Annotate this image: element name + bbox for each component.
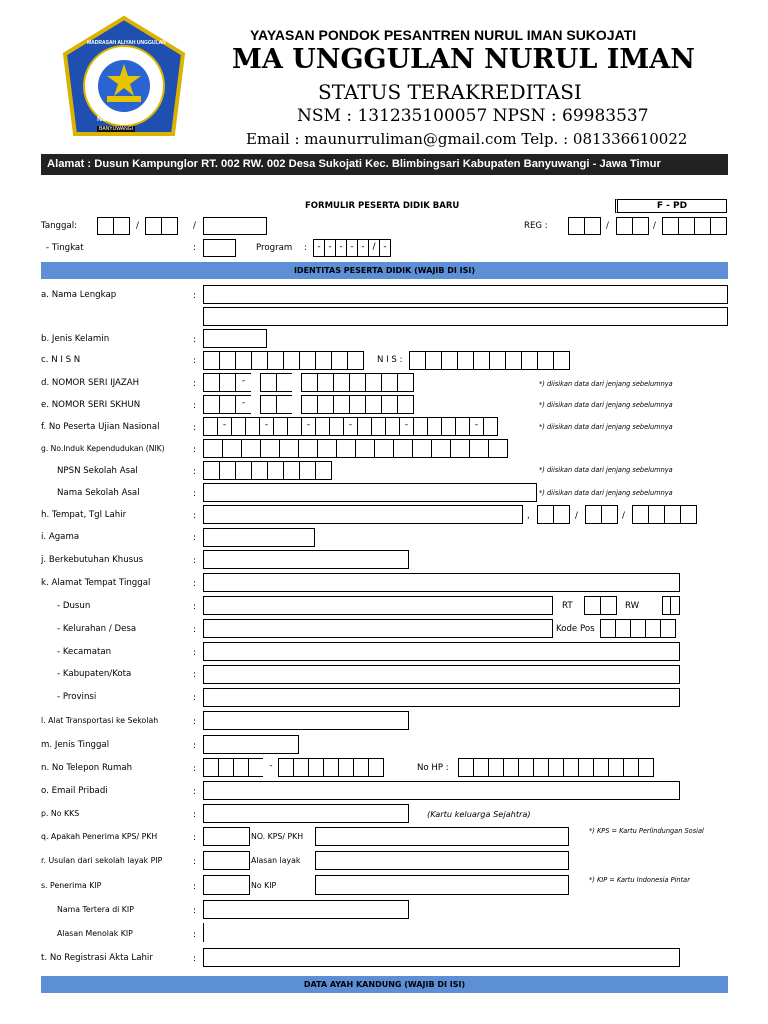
kabupaten-label: - Kabupaten/Kota (57, 669, 132, 679)
email-input[interactable] (203, 781, 680, 800)
kip-tolak-label: Alasan Menolak KIP (57, 929, 133, 938)
address-bar (41, 154, 728, 175)
kelurahan-label: - Kelurahan / Desa (57, 624, 137, 634)
form-code-text: F - PD (656, 201, 688, 211)
kodepos-label: Kode Pos (556, 624, 595, 634)
school-name: MA UNGGULAN NURUL IMAN (232, 44, 695, 75)
un-dash: - (217, 417, 232, 436)
colon: : (193, 954, 197, 964)
agama-label: i. Agama (41, 532, 80, 542)
khusus-input[interactable] (203, 550, 409, 569)
logo-text-mid: NURULIMAN (97, 116, 140, 123)
slash: / (653, 221, 656, 231)
colon: : (193, 670, 197, 680)
tanggal-month[interactable] (145, 217, 177, 235)
khusus-label: j. Berkebutuhan Khusus (41, 555, 144, 565)
colon: : (193, 243, 197, 253)
kks-input[interactable] (203, 804, 409, 823)
rt-input[interactable] (584, 596, 616, 615)
skhun-label: e. NOMOR SERI SKHUN (41, 400, 141, 410)
sekolah-note: *) diisikan data dari jenjang sebelumnya (539, 489, 673, 497)
transport-label: l. Alat Transportasi ke Sekolah (41, 716, 159, 725)
alasan-layak-input[interactable] (315, 851, 569, 870)
kecamatan-label: - Kecamatan (57, 647, 112, 657)
reg-part-3[interactable] (662, 217, 726, 235)
rw-input[interactable] (662, 596, 679, 615)
colon: : (193, 693, 197, 703)
agama-input[interactable] (203, 528, 315, 547)
tanggal-day[interactable] (97, 217, 129, 235)
colon: : (193, 857, 197, 867)
colon: : (193, 533, 197, 543)
un-dash: - (399, 417, 414, 436)
kip-tolak-input[interactable] (203, 923, 204, 942)
slash: / (193, 221, 196, 231)
un-dash: - (343, 417, 358, 436)
npsn-note: *) diisikan data dari jenjang sebelumnya (539, 466, 673, 474)
colon: : (193, 445, 197, 455)
hp-label: No HP : (417, 763, 449, 773)
colon: : (193, 833, 197, 843)
un-label: f. No Peserta Ujian Nasional (41, 422, 160, 432)
colon: : (193, 625, 197, 635)
provinsi-input[interactable] (203, 688, 680, 707)
alamat-input[interactable] (203, 573, 680, 592)
un-note: *) diisikan data dari jenjang sebelumnya (539, 423, 673, 431)
colon: : (193, 930, 197, 940)
colon: : (193, 335, 197, 345)
school-ids: NSM : 131235100057 NPSN : 69983537 (297, 106, 649, 126)
school-contact: Email : maunurruliman@gmail.com Telp. : 081336610022 (246, 130, 688, 148)
section-ayah-header: DATA AYAH KANDUNG (WAJIB DI ISI) (41, 976, 728, 993)
reg-label: REG : (524, 221, 548, 231)
un-input[interactable] (203, 417, 497, 436)
dusun-input[interactable] (203, 596, 553, 615)
foundation-name: YAYASAN PONDOK PESANTREN NURUL IMAN SUKOJATI (250, 27, 637, 43)
akta-input[interactable] (203, 948, 680, 967)
kks-label: p. No KKS (41, 809, 80, 818)
kks-note: (Kartu keluarga Sejahtra) (427, 809, 531, 819)
colon: : (193, 556, 197, 566)
sekolah-asal-input[interactable] (203, 483, 537, 502)
nisn-label: c. N I S N (41, 355, 81, 365)
telp-input[interactable] (203, 758, 383, 777)
transport-input[interactable] (203, 711, 409, 730)
npsn-label: NPSN Sekolah Asal (57, 466, 138, 476)
colon: : (193, 648, 197, 658)
colon: : (193, 741, 197, 751)
nisn-input[interactable] (203, 351, 363, 370)
kip-answer[interactable] (203, 875, 250, 895)
ijazah-label: d. NOMOR SERI IJAZAH (41, 378, 140, 388)
slash: / (136, 221, 139, 231)
colon: : (193, 401, 197, 411)
ttl-label: h. Tempat, Tgl Lahir (41, 510, 127, 520)
program-cell: - (324, 239, 336, 257)
form-title: FORMULIR PESERTA DIDIK BARU (305, 201, 460, 211)
nama-input[interactable] (203, 285, 728, 304)
telp-label: n. No Telepon Rumah (41, 763, 133, 773)
program-cell: - (379, 239, 391, 257)
skhun-dash: - (235, 395, 252, 414)
program-cell: - (346, 239, 358, 257)
slash: / (622, 511, 625, 521)
kps-label: q. Apakah Penerima KPS/ PKH (41, 832, 158, 841)
kip-no-label: No KIP (251, 881, 277, 890)
rt-label: RT (562, 601, 573, 611)
pip-answer[interactable] (203, 851, 250, 870)
jenis-tinggal-input[interactable] (203, 735, 299, 754)
jenis-kelamin-input[interactable] (203, 329, 267, 348)
colon: : (193, 882, 197, 892)
tempat-lahir-input[interactable] (203, 505, 523, 524)
sekolah-asal-label: Nama Sekolah Asal (57, 488, 140, 498)
tingkat-label: - Tingkat (46, 243, 84, 253)
kecamatan-input[interactable] (203, 642, 680, 661)
colon: : (304, 243, 307, 253)
program-input[interactable] (313, 239, 390, 257)
kps-no-input[interactable] (315, 827, 569, 846)
kip-label: s. Penerima KIP (41, 881, 102, 890)
ijazah-input[interactable] (203, 373, 413, 392)
program-cell: - (313, 239, 325, 257)
provinsi-label: - Provinsi (57, 692, 97, 702)
colon: : (193, 467, 197, 477)
section-identitas-header: IDENTITAS PESERTA DIDIK (WAJIB DI ISI) (41, 262, 728, 279)
kps-no-label: NO. KPS/ PKH (251, 832, 304, 841)
kip-no-input[interactable] (315, 875, 569, 895)
kip-note: *) KIP = Kartu Indonesia Pintar (589, 876, 690, 884)
colon: : (193, 906, 197, 916)
rw-label: RW (625, 601, 640, 611)
npsn-input[interactable] (203, 461, 331, 480)
accreditation-status: STATUS TERAKREDITASI (318, 80, 582, 104)
jenis-kelamin-label: b. Jenis Kelamin (41, 334, 110, 344)
colon: : (193, 511, 197, 521)
logo-text-top: MADRASAH ALIYAH UNGGULAN (87, 40, 166, 46)
nis-input[interactable] (409, 351, 569, 370)
un-dash: - (259, 417, 274, 436)
email-label: o. Email Pribadi (41, 786, 108, 796)
slash: / (575, 511, 578, 521)
nama-input-2[interactable] (203, 307, 728, 326)
kip-nama-input[interactable] (203, 900, 409, 919)
un-dash: - (301, 417, 316, 436)
kps-answer[interactable] (203, 827, 250, 846)
program-cell: - (357, 239, 369, 257)
logo-text-bottom: BANYUWANGI (99, 126, 133, 132)
akta-label: t. No Registrasi Akta Lahir (41, 953, 153, 963)
kip-nama-label: Nama Tertera di KIP (57, 905, 134, 914)
lahir-day[interactable] (537, 505, 569, 524)
un-dash: - (469, 417, 484, 436)
colon: : (193, 787, 197, 797)
tanggal-label: Tanggal: (41, 221, 77, 231)
tingkat-input[interactable] (203, 239, 236, 257)
telp-dash: - (263, 758, 279, 777)
colon: : (193, 379, 197, 389)
skhun-note: *) diisikan data dari jenjang sebelumnya (539, 401, 673, 409)
kps-note: *) KPS = Kartu Perlindungan Sosial (589, 827, 704, 835)
kodepos-input[interactable] (600, 619, 675, 638)
nik-label: g. No.Induk Kependudukan (NIK) (41, 444, 165, 453)
reg-part-1[interactable] (568, 217, 600, 235)
alamat-label: k. Alamat Tempat Tinggal (41, 578, 151, 588)
colon: : (193, 291, 197, 301)
hp-input[interactable] (458, 758, 653, 777)
nik-input[interactable] (203, 439, 507, 458)
nis-label: N I S : (377, 355, 403, 365)
reg-part-2[interactable] (616, 217, 648, 235)
school-logo (57, 16, 192, 151)
school-address: Alamat : Dusun Kampunglor RT. 002 RW. 002 Desa Sukojati Kec. Blimbingsari Kabupaten Banyuwangi - Jawa Timur (47, 158, 661, 170)
program-label: Program (256, 243, 293, 253)
kelurahan-input[interactable] (203, 619, 553, 638)
lahir-year[interactable] (632, 505, 696, 524)
program-cell: / (368, 239, 380, 257)
nama-label: a. Nama Lengkap (41, 290, 117, 300)
kabupaten-input[interactable] (203, 665, 680, 684)
colon: : (193, 602, 197, 612)
dusun-label: - Dusun (57, 601, 91, 611)
colon: : (193, 356, 197, 366)
tanggal-year[interactable] (203, 217, 267, 235)
ijazah-dash: - (235, 373, 252, 392)
form-code (615, 199, 727, 213)
colon: : (193, 810, 197, 820)
ijazah-note: *) diisikan data dari jenjang sebelumnya (539, 380, 673, 388)
colon: : (193, 717, 197, 727)
jenis-tinggal-label: m. Jenis Tinggal (41, 740, 110, 750)
slash: / (606, 221, 609, 231)
colon: : (193, 489, 197, 499)
comma: , (527, 511, 530, 521)
pip-label: r. Usulan dari sekolah layak PIP (41, 856, 163, 865)
skhun-input[interactable] (203, 395, 413, 414)
alasan-layak-label: Alasan layak (251, 856, 301, 865)
program-cell: - (335, 239, 347, 257)
colon: : (193, 423, 197, 433)
colon: : (193, 579, 197, 589)
colon: : (193, 764, 197, 774)
lahir-month[interactable] (585, 505, 617, 524)
